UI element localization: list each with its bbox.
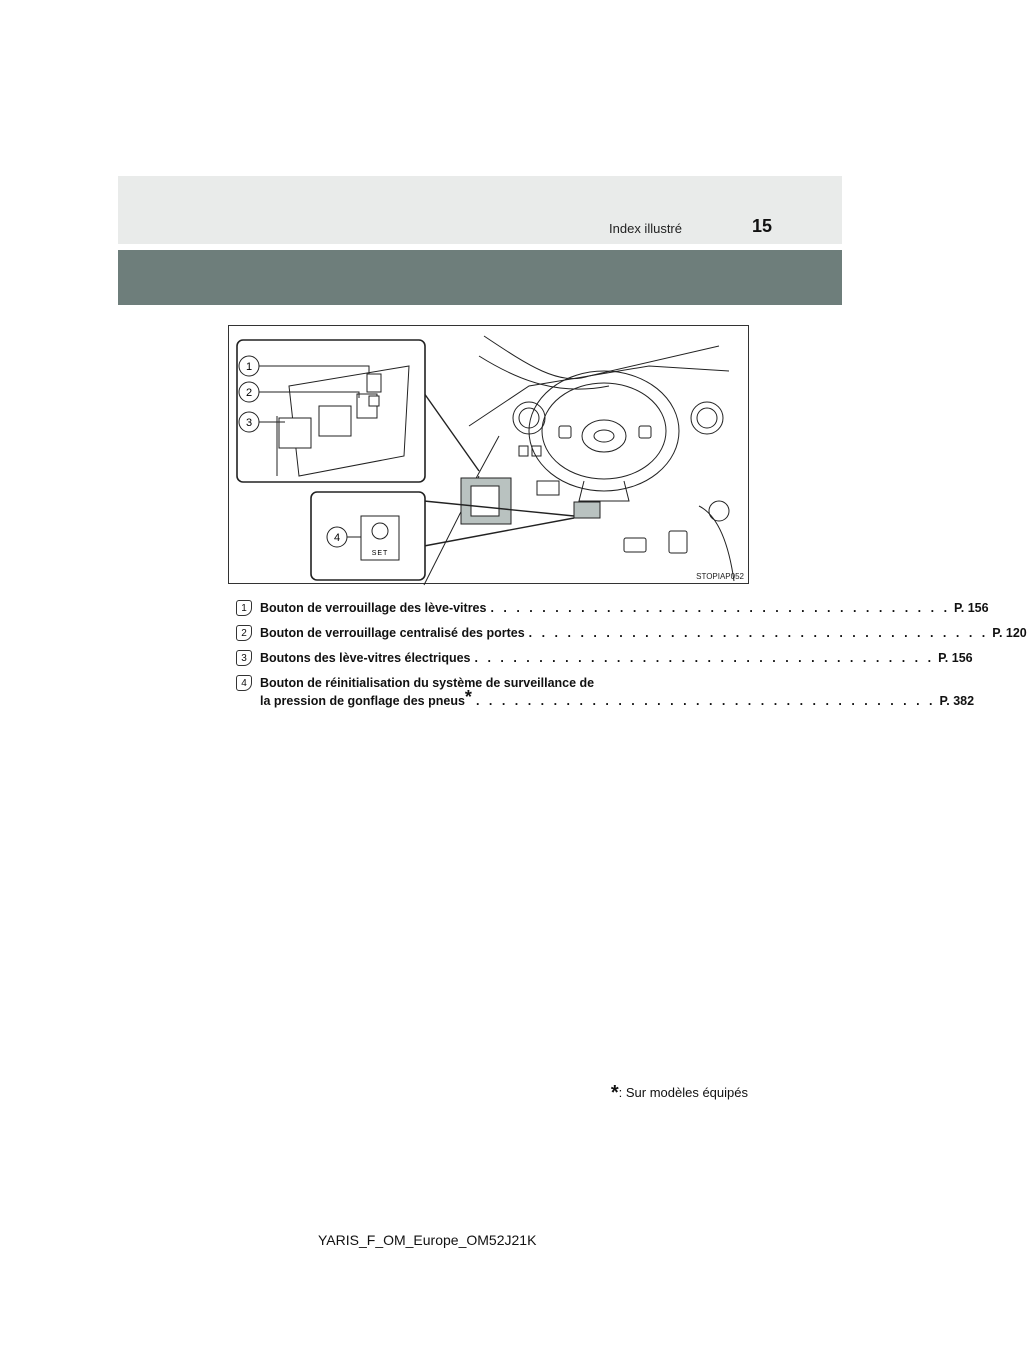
dashboard-drawing — [229, 326, 750, 585]
item-number: 4 — [236, 675, 252, 691]
footnote — [611, 1082, 748, 1105]
page-number: 15 — [751, 216, 772, 236]
item-label: Bouton de verrouillage des lève-vitres — [260, 601, 487, 615]
set-button-label: SET — [371, 550, 389, 557]
callout-2: 2 — [245, 387, 253, 399]
footnote-asterisk: * — [610, 1082, 619, 1104]
item-number: 3 — [236, 650, 252, 666]
document-id: YARIS_F_OM_Europe_OM52J21K — [318, 1232, 537, 1248]
page-reference[interactable]: P. 382 — [939, 694, 975, 708]
leader-dots: . . . . . . . . . . . . . . . . . . . . . . . . . . . . . . . . . . . . — [528, 626, 989, 640]
callout-3: 3 — [245, 417, 253, 429]
asterisk: * — [464, 687, 472, 707]
page-reference[interactable]: P. 156 — [938, 651, 973, 665]
list-item — [236, 625, 1027, 641]
figure-code: STOPIAP052 — [696, 572, 744, 581]
header-band — [118, 250, 842, 305]
list-item — [236, 600, 989, 616]
callout-4: 4 — [333, 532, 341, 544]
item-label-line2: la pression de gonflage des pneus* — [260, 687, 472, 708]
callout-1: 1 — [245, 361, 253, 373]
footnote-text: : Sur modèles équipés — [618, 1085, 748, 1100]
dashboard-illustration — [228, 325, 749, 584]
item-label: Boutons des lève-vitres électriques — [260, 651, 471, 665]
item-number: 2 — [236, 625, 252, 641]
section-title: Index illustré — [609, 221, 682, 236]
page-reference[interactable]: P. 156 — [954, 601, 989, 615]
header-bar — [118, 176, 842, 244]
item-label: Bouton de verrouillage centralisé des portes — [260, 626, 525, 640]
list-item — [236, 650, 973, 666]
item-label-line1: Bouton de réinitialisation du système de surveillance de — [260, 676, 595, 690]
leader-dots: . . . . . . . . . . . . . . . . . . . . . . . . . . . . . . . . . . . . — [474, 651, 935, 665]
item-number: 1 — [236, 600, 252, 616]
leader-dots: . . . . . . . . . . . . . . . . . . . . . . . . . . . . . . . . . . . . — [475, 694, 936, 708]
list-item — [236, 675, 975, 709]
page-reference[interactable]: P. 120 — [992, 626, 1027, 640]
leader-dots: . . . . . . . . . . . . . . . . . . . . . . . . . . . . . . . . . . . . — [490, 601, 951, 615]
